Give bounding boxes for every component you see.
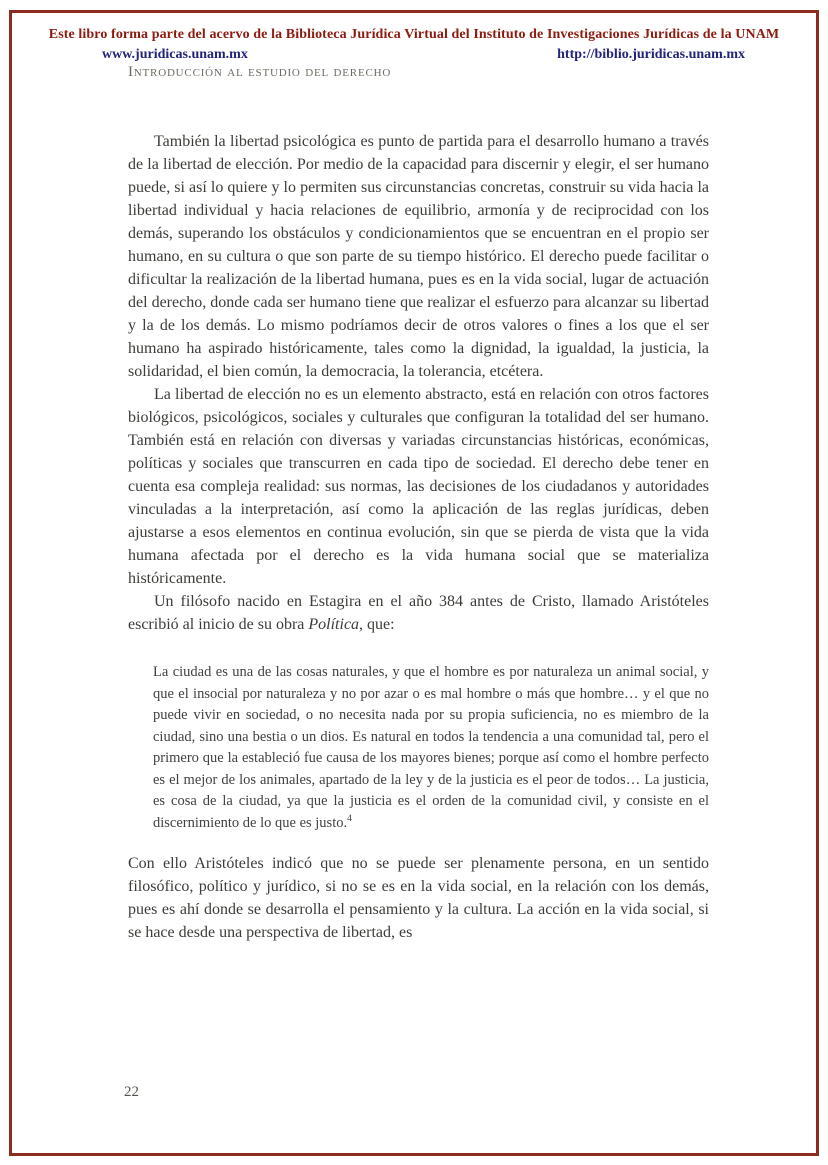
page-number: 22	[124, 1084, 139, 1100]
book-title-politica: Política	[308, 616, 360, 633]
header-urls-row	[102, 47, 745, 63]
paragraph-closing: Con ello Aristóteles indicó que no se puede ser plenamente persona, en un sentido filosófico, político y jurídico, si no se es en la vida social, en la relación con los demás, pues es ahí donde se desarrolla el pensamiento y la cultura. La acción en la vida social, si se hace desde una perspectiva de libertad, es	[128, 855, 709, 941]
paragraph-libertad-eleccion: La libertad de elección no es un elemento abstracto, está en relación con otros factores biológicos, psicológicos, sociales y culturales que configuran la totalidad del ser humano. También está en relación con diversas y variadas circunstancias históricas, económicas, políticas y sociales que transcurren en cada tipo de sociedad. El derecho debe tener en cuenta esa compleja realidad: sus normas, las decisiones de los ciudadanos y autoridades vinculadas a la interpretación, así como la aplicación de las reglas jurídicas, deben ajustarse a esos elementos en continua evolución, sin que se pierda de vista que la vida humana afectada por el derecho es la vida humana social que se materializa históricamente.	[128, 386, 709, 587]
aristotle-intro-post: , que:	[359, 616, 395, 633]
page-body-text	[128, 130, 709, 944]
paragraph-libertad-psicologica: También la libertad psicológica es punto de partida para el desarrollo humano a través de la libertad de elección. Por medio de la capacidad para discernir y elegir, el ser humano puede, si así lo quiere y lo permiten sus circunstancias concretas, construir su vida hacia la libertad individual y hacia relaciones de equilibrio, armonía y de reciprocidad con los demás, superando los obstáculos y condicionamientos que se encuentran en el propio ser humano, en su cultura o que son parte de su tiempo histórico. El derecho puede facilitar o dificultar la realización de la libertad humana, pues es en la vida social, lugar de actuación del derecho, donde cada ser humano tiene que realizar el esfuerzo para alcanzar su libertad y la de los demás. Lo mismo podríamos decir de otros valores o fines a los que el ser humano ha aspirado históricamente, tales como la dignidad, la igualdad, la justicia, la solidaridad, el bien común, la democracia, la tolerancia, etcétera.	[128, 133, 709, 380]
aristotle-intro-pre: Un filósofo nacido en Estagira en el año 384 antes de Cristo, llamado Aristóteles escribió al inicio de su obra	[128, 593, 709, 633]
aristotle-block-quote	[153, 662, 709, 834]
running-head: Introducción al estudio del derecho	[128, 64, 392, 80]
paragraph-aristotle-intro	[128, 590, 709, 636]
quote-text: La ciudad es una de las cosas naturales, y que el hombre es por naturaleza un animal social, y que el insocial por naturaleza y no por azar o es mal hombre o más que hombre… y el que no puede vivir en sociedad, o no necesita nada por su propia suficiencia, no es miembro de la ciudad, sino una bestia o un dios. Es natural en todos la tendencia a una comunidad tal, pero el primero que la estableció fue causa de los mayores bienes; porque así como el hombre perfecto es el mejor de los animales, apartado de la ley y de la justicia es el peor de todos… La justicia, es cosa de la ciudad, ya que la justicia es el orden de la comunidad civil, y consiste en el discernimiento de lo que es justo.	[153, 664, 709, 831]
biblio-juridicas-link[interactable]: http://biblio.juridicas.unam.mx	[557, 47, 745, 62]
footnote-marker: 4	[347, 813, 352, 824]
library-acervo-notice: Este libro forma parte del acervo de la Biblioteca Jurídica Virtual del Instituto de Investigaciones Jurídicas de la UNAM	[48, 27, 780, 42]
juridicas-unam-link[interactable]: www.juridicas.unam.mx	[102, 47, 248, 62]
